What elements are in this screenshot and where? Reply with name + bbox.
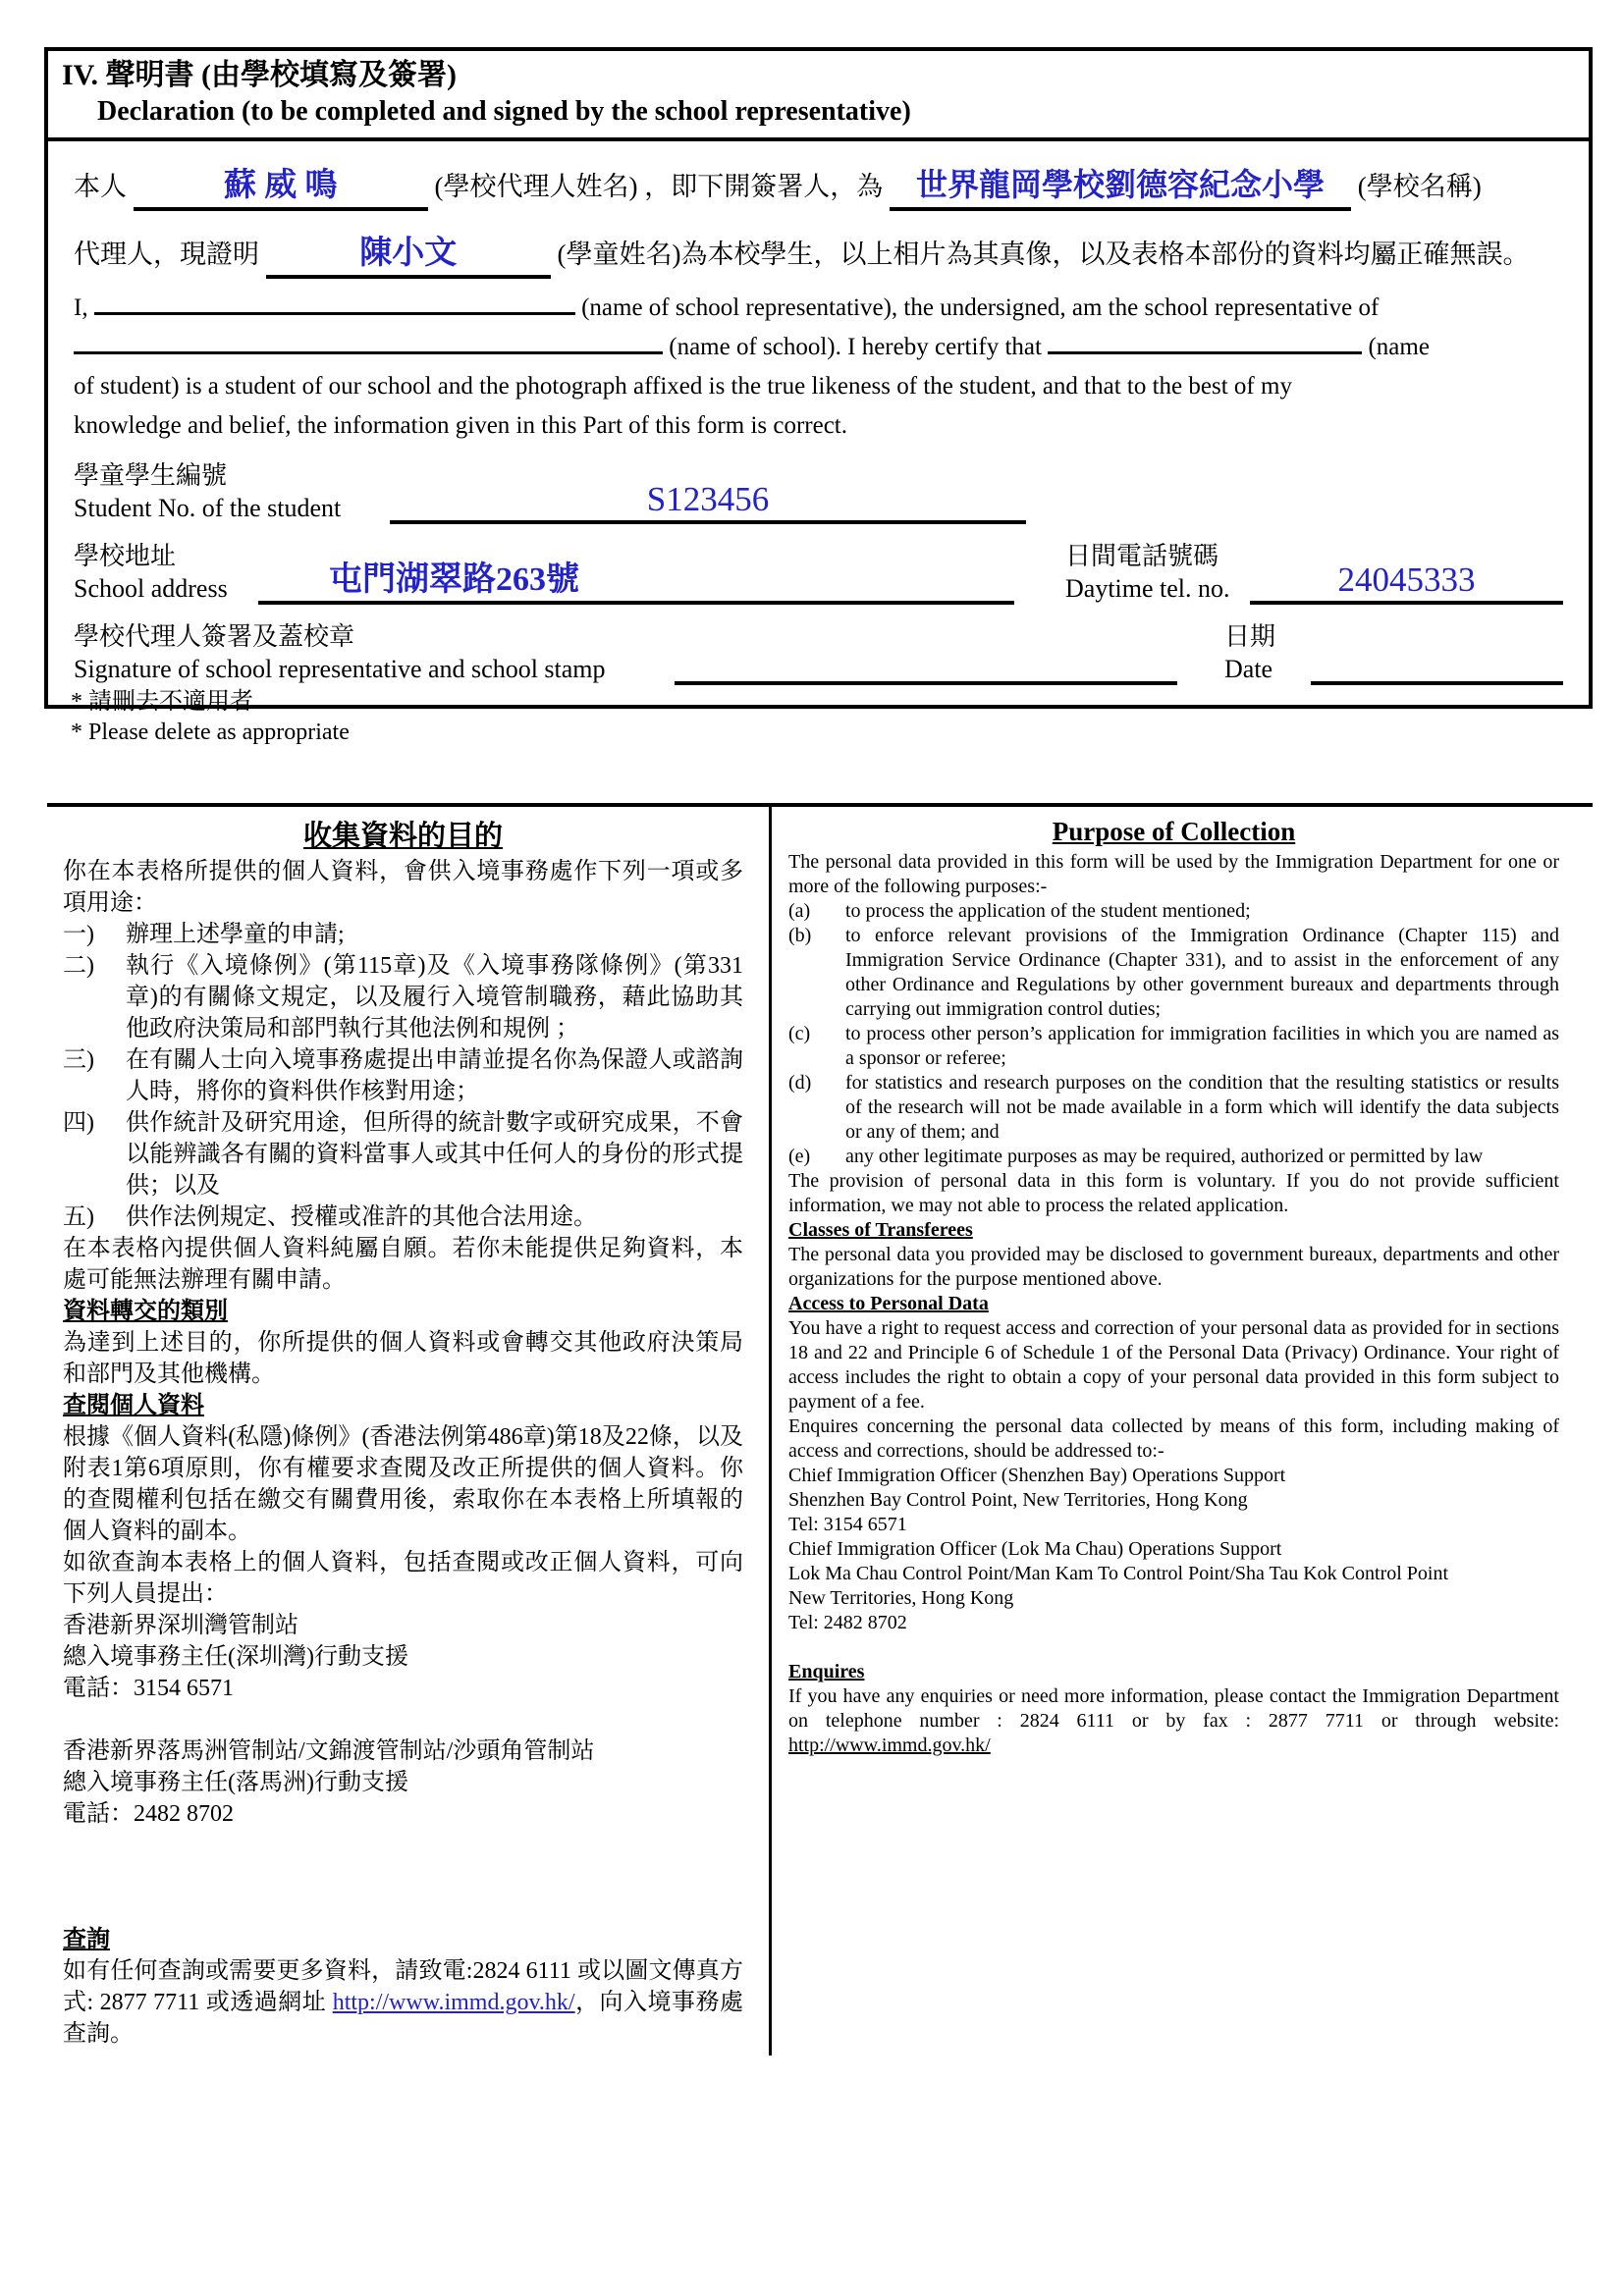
declaration-en-line4: knowledge and belief, the information given in this Part of this form is correct. bbox=[74, 412, 848, 439]
daytime-tel-label-en: Daytime tel. no. bbox=[1065, 574, 1230, 603]
purpose-en-item-a bbox=[788, 899, 1559, 924]
item-marker: (c) bbox=[788, 1023, 811, 1044]
zh-line1-mid: (學校代理人姓名) ，即下開簽署人，為 bbox=[434, 172, 884, 201]
en-contact-line3: Tel: 3154 6571 bbox=[788, 1514, 907, 1535]
spacer bbox=[788, 1635, 1559, 1660]
school-address-label-en: School address bbox=[74, 574, 228, 603]
school-address-label-zh: 學校地址 bbox=[74, 542, 177, 570]
contact1-line1: 香港新界深圳灣管制站 bbox=[63, 1613, 298, 1638]
declaration-section bbox=[44, 47, 1593, 709]
item-text: 供作統計及研究用途，但所得的統計數字或研究成果，不會以能辨識各有關的資料當事人或其中任何人的身份的形式提供；以及 bbox=[126, 1110, 743, 1199]
student-no-value: S123456 bbox=[390, 481, 1026, 524]
student-name-blank-line bbox=[1048, 350, 1362, 354]
purpose-zh-voluntary: 在本表格內提供個人資料純屬自願。若你未能提供足夠資料，本處可能無法辦理有關申請。 bbox=[63, 1236, 743, 1293]
item-text: to process other person’s application for immigration facilities in which you are named as a sponsor or referee; bbox=[845, 1023, 1559, 1069]
declaration-title bbox=[48, 51, 1589, 141]
zh-line1-pre: 本人 bbox=[74, 172, 127, 201]
student-no-label bbox=[74, 459, 390, 524]
en-contact-line2: Shenzhen Bay Control Point, New Territories, Hong Kong bbox=[788, 1489, 1248, 1511]
en-line1-post: (name of school representative), the undersigned, am the school representative of bbox=[581, 294, 1380, 321]
item-marker: 三) bbox=[63, 1047, 94, 1073]
school-name-blank-line bbox=[74, 350, 663, 354]
purpose-en-item-d bbox=[788, 1071, 1559, 1145]
purpose-en-item-c bbox=[788, 1022, 1559, 1071]
purpose-en-intro: The personal data provided in this form will be used by the Immigration Department for one or more of the following purposes:- bbox=[788, 851, 1559, 897]
enquiry-pre-en: If you have any enquiries or need more information, please contact the Immigration Department on telephone number : 2824 6111 or by fax : 2877 7711 or through website: bbox=[788, 1685, 1559, 1732]
item-marker: 四) bbox=[63, 1110, 94, 1136]
access-text2-en: Enquires concerning the personal data collected by means of this form, including making of access and corrections, should be addressed to:- bbox=[788, 1415, 1559, 1462]
declaration-en-line3: of student) is a student of our school and the photograph affixed is the true likeness of the student, and that to the best of my bbox=[74, 373, 1292, 400]
signature-row bbox=[74, 620, 1563, 685]
daytime-tel-label-zh: 日間電話號碼 bbox=[1065, 542, 1219, 570]
item-marker: (b) bbox=[788, 925, 812, 946]
date-line bbox=[1311, 679, 1563, 685]
purpose-zh-title: 收集資料的目的 bbox=[302, 821, 503, 852]
transfer-heading-en: Classes of Transferees bbox=[788, 1219, 973, 1241]
purpose-en-title: Purpose of Collection bbox=[1052, 817, 1296, 846]
school-name-value: 世界龍岡學校劉德容紀念小學 bbox=[890, 160, 1351, 211]
item-text: 辦理上述學童的申請; bbox=[126, 922, 345, 947]
enquiry-text-en bbox=[788, 1684, 1559, 1758]
en-contact-line6: New Territories, Hong Kong bbox=[788, 1587, 1014, 1609]
item-marker: (d) bbox=[788, 1072, 812, 1094]
transfer-text-zh: 為達到上述目的，你所提供的個人資料或會轉交其他政府決策局和部門及其他機構。 bbox=[63, 1330, 743, 1387]
date-label bbox=[1224, 620, 1311, 685]
item-text: 供作法例規定、授權或准許的其他合法用途。 bbox=[126, 1204, 597, 1230]
declaration-zh-line2 bbox=[74, 227, 1563, 279]
purpose-en-item-b bbox=[788, 924, 1559, 1022]
purpose-en-item-e bbox=[788, 1145, 1559, 1169]
contact1-line3: 電話：3154 6571 bbox=[63, 1676, 234, 1701]
en-contact-line4: Chief Immigration Officer (Lok Ma Chau) Operations Support bbox=[788, 1538, 1282, 1560]
purpose-en-voluntary: The provision of personal data in this form is voluntary. If you do not provide sufficient information, we may not able to process the related application. bbox=[788, 1170, 1559, 1216]
declaration-title-zh: IV. 聲明書 (由學校填寫及簽署) bbox=[62, 59, 457, 91]
spacer bbox=[63, 1704, 743, 1735]
date-label-en: Date bbox=[1224, 655, 1273, 683]
item-text: to process the application of the student mentioned; bbox=[845, 900, 1251, 922]
item-text: 執行《入境條例》(第115章)及《入境事務隊條例》(第331章)的有關條文規定，以及履行入境管制職務，藉此協助其他政府決策局和部門執行其他法例和規例 ； bbox=[126, 953, 743, 1041]
declaration-zh-line1 bbox=[74, 159, 1563, 211]
school-address-row bbox=[74, 540, 1563, 605]
en-line1-pre: I, bbox=[74, 294, 88, 321]
item-marker: (a) bbox=[788, 900, 811, 922]
date-label-zh: 日期 bbox=[1224, 622, 1276, 651]
declaration-en-line1 bbox=[74, 294, 1563, 322]
purpose-zh-item-2 bbox=[63, 950, 743, 1044]
zh-line2-pre: 代理人，現證明 bbox=[74, 240, 259, 269]
access-text1-zh: 根據《個人資料(私隱)條例》(香港法例第486章)第18及22條，以及附表1第6項原則，你有權要求查閱及改正所提供的個人資料。你的查閱權利包括在繳交有關費用後，索取你在本表格上所填報的個人資料的副本。 bbox=[63, 1424, 743, 1544]
declaration-content bbox=[48, 141, 1589, 705]
item-marker: 一) bbox=[63, 922, 94, 947]
enquiry-heading-zh: 查詢 bbox=[63, 1927, 110, 1952]
en-contact-line1: Chief Immigration Officer (Shenzhen Bay) Operations Support bbox=[788, 1465, 1286, 1486]
signature-label-en: Signature of school representative and school stamp bbox=[74, 655, 606, 683]
contact2-line1: 香港新界落馬洲管制站/文錦渡管制站/沙頭角管制站 bbox=[63, 1738, 595, 1764]
declaration-title-en: Declaration (to be completed and signed by the school representative) bbox=[97, 96, 911, 127]
item-marker: (e) bbox=[788, 1146, 811, 1167]
enquiry-post-zh: ，向入境事務處查詢。 bbox=[63, 1990, 744, 2047]
school-address-label bbox=[74, 540, 258, 605]
zh-line2-post: (學童姓名)為本校學生，以上相片為其真像，以及表格本部份的資料均屬正確無誤。 bbox=[557, 240, 1530, 269]
contact1-line2: 總入境事務主任(深圳灣)行動支援 bbox=[63, 1644, 408, 1670]
en-line2-mid: (name of school). I hereby certify that bbox=[669, 334, 1042, 360]
item-marker: 五) bbox=[63, 1204, 94, 1230]
purpose-zh-item-1 bbox=[63, 919, 743, 950]
en-line2-post: (name bbox=[1368, 334, 1430, 360]
school-rep-name-value: 蘇 威 鳴 bbox=[134, 159, 428, 211]
access-text1-en: You have a right to request access and correction of your personal data as provided for in sections 18 and 22 and Principle 6 of Schedule 1 of the Personal Data (Privacy) Ordinance. Your right of access includes the right to obtain a copy of your personal data provided in this form subject to payment of a fee. bbox=[788, 1317, 1559, 1413]
enquiry-heading-en: Enquires bbox=[788, 1661, 865, 1682]
zh-line1-post: (學校名稱) bbox=[1357, 172, 1482, 201]
daytime-tel-label bbox=[1065, 540, 1250, 605]
student-name-value: 陳小文 bbox=[266, 227, 551, 279]
footnote-en: * Please delete as appropriate bbox=[71, 720, 350, 745]
purpose-zh-item-3 bbox=[63, 1044, 743, 1107]
signature-label bbox=[74, 620, 675, 685]
student-no-label-en: Student No. of the student bbox=[74, 494, 342, 522]
transfer-text-en: The personal data you provided may be disclosed to government bureaux, departments and other organizations for the purpose mentioned above. bbox=[788, 1244, 1559, 1290]
purpose-of-collection-section bbox=[47, 803, 1593, 2056]
purpose-zh-intro: 你在本表格所提供的個人資料，會供入境事務處作下列一項或多項用途： bbox=[63, 859, 743, 916]
access-heading-zh: 查閱個人資料 bbox=[63, 1393, 204, 1418]
access-heading-en: Access to Personal Data bbox=[788, 1293, 989, 1314]
purpose-zh-item-4 bbox=[63, 1107, 743, 1201]
immd-website-link-zh[interactable]: http://www.immd.gov.hk/ bbox=[332, 1990, 575, 2015]
enquiry-pre-zh: 如有任何查詢或需要更多資料，請致電:2824 6111 或以圖文傳真方式: 2877 7711 或透過網址 bbox=[63, 1958, 743, 2015]
signature-line bbox=[675, 679, 1177, 685]
student-no-row bbox=[74, 459, 1563, 524]
item-text: to enforce relevant provisions of the Immigration Ordinance (Chapter 115) and Immigration Service Ordinance (Chapter 331), and to assist in the enforcement of any other Ordinance and Regulations by other government bureaux and departments through carrying out immigration control duties; bbox=[845, 925, 1559, 1020]
en-contact-line7: Tel: 2482 8702 bbox=[788, 1612, 907, 1633]
contact2-line3: 電話：2482 8702 bbox=[63, 1801, 234, 1827]
en-contact-line5: Lok Ma Chau Control Point/Man Kam To Control Point/Sha Tau Kok Control Point bbox=[788, 1563, 1449, 1584]
item-text: any other legitimate purposes as may be required, authorized or permitted by law bbox=[845, 1146, 1484, 1167]
student-no-label-zh: 學童學生編號 bbox=[74, 461, 228, 490]
purpose-zh-column bbox=[47, 807, 769, 2056]
footnote-zh: * 請刪去不適用者 bbox=[71, 689, 253, 715]
access-text2-zh: 如欲查詢本表格上的個人資料，包括查閱或改正個人資料，可向下列人員提出： bbox=[63, 1550, 743, 1607]
spacer bbox=[63, 1830, 743, 1924]
daytime-tel-value: 24045333 bbox=[1250, 561, 1563, 605]
signature-label-zh: 學校代理人簽署及蓋校章 bbox=[74, 622, 355, 651]
rep-name-blank-line bbox=[94, 311, 575, 315]
purpose-en-column bbox=[769, 807, 1593, 2056]
school-address-value: 屯門湖翠路263號 bbox=[258, 561, 1014, 605]
purpose-zh-item-5 bbox=[63, 1201, 743, 1233]
transfer-heading-zh: 資料轉交的類別 bbox=[63, 1299, 228, 1324]
item-marker: 二) bbox=[63, 953, 94, 979]
item-text: 在有關人士向入境事務處提出申請並提名你為保證人或諮詢人時，將你的資料供作核對用途； bbox=[126, 1047, 743, 1104]
footnotes bbox=[71, 687, 350, 748]
item-text: for statistics and research purposes on the condition that the resulting statistics or results of the research will not be made available in a form which will identify the data subjects or any of them; and bbox=[845, 1072, 1559, 1143]
enquiry-text-zh bbox=[63, 1955, 743, 2050]
contact2-line2: 總入境事務主任(落馬洲)行動支援 bbox=[63, 1770, 408, 1795]
immd-website-link-en[interactable]: http://www.immd.gov.hk/ bbox=[788, 1735, 991, 1756]
declaration-en-line2 bbox=[74, 334, 1563, 361]
